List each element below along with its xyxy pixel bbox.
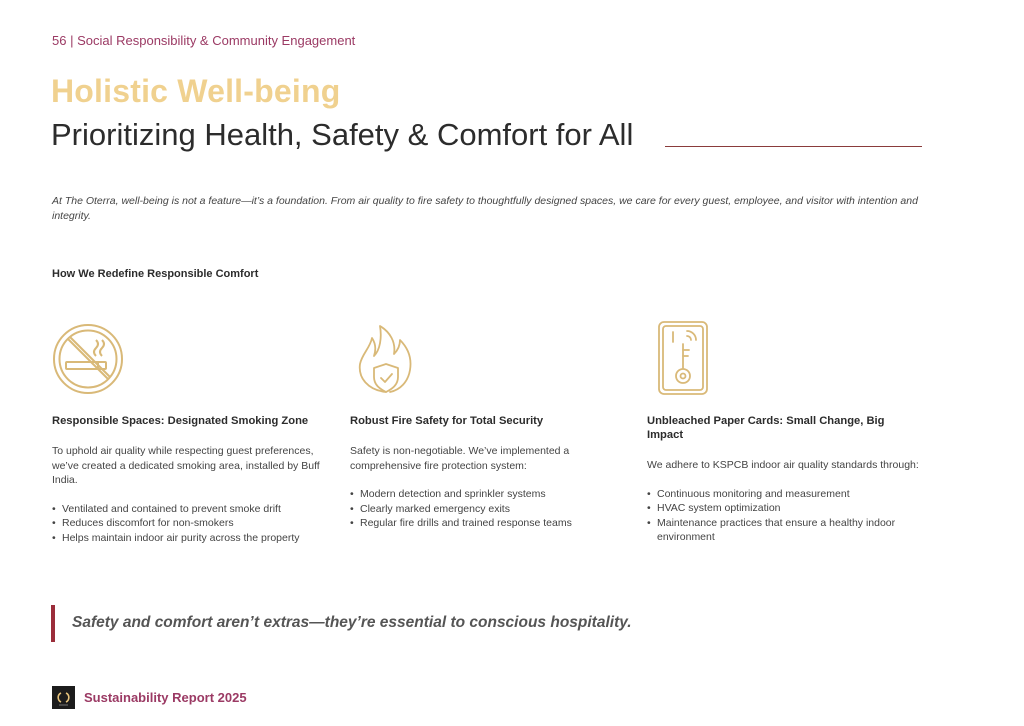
- list-item: • Maintenance practices that ensure a healthy indoor environment: [647, 516, 922, 545]
- page-header: [52, 33, 355, 48]
- bullet-list: [647, 487, 922, 545]
- list-item: • HVAC system optimization: [647, 501, 922, 516]
- oterra-logo-icon: [52, 686, 75, 709]
- column-body: We adhere to KSPCB indoor air quality standards through:: [647, 459, 919, 471]
- header-separator: |: [70, 33, 78, 48]
- footer-report-label: Sustainability Report 2025: [84, 690, 247, 705]
- footer-logo: [52, 686, 75, 709]
- column-body: Safety is non-negotiable. We’ve implemented a comprehensive fire protection system:: [350, 445, 570, 472]
- page-title-accent: Holistic Well-being: [51, 73, 341, 109]
- title-divider: [665, 146, 922, 147]
- column-paper-cards: [647, 318, 922, 545]
- list-item: • Reduces discomfort for non-smokers: [52, 516, 327, 531]
- no-smoking-icon: [52, 318, 132, 398]
- column-title: Responsible Spaces: Designated Smoking Zone: [52, 415, 309, 427]
- page-number: 56: [52, 33, 67, 48]
- fire-shield-icon: [350, 318, 430, 398]
- column-body: To uphold air quality while respecting guest preferences, we’ve created a dedicated smoking area, installed by Buff India.: [52, 445, 320, 486]
- section-heading: How We Redefine Responsible Comfort: [52, 268, 259, 280]
- list-item: • Clearly marked emergency exits: [350, 502, 625, 517]
- list-item: • Modern detection and sprinkler systems: [350, 487, 625, 502]
- page-title: Prioritizing Health, Safety & Comfort for All: [51, 117, 634, 152]
- bullet-list: [350, 487, 625, 531]
- column-title: Robust Fire Safety for Total Security: [350, 415, 544, 427]
- list-item: • Regular fire drills and trained response teams: [350, 516, 625, 531]
- list-item: • Helps maintain indoor air purity across the property: [52, 531, 327, 546]
- quote-accent-bar: [51, 605, 55, 642]
- column-fire-safety: [350, 318, 625, 531]
- bullet-list: [52, 502, 327, 546]
- column-smoking-zone: [52, 318, 327, 545]
- list-item: • Continuous monitoring and measurement: [647, 487, 922, 502]
- list-item: • Ventilated and contained to prevent smoke drift: [52, 502, 327, 517]
- pull-quote: Safety and comfort aren’t extras—they’re essential to conscious hospitality.: [72, 614, 632, 631]
- key-card-icon: [647, 318, 727, 398]
- section-name: Social Responsibility & Community Engagement: [77, 33, 356, 48]
- column-title: Unbleached Paper Cards: Small Change, Big Impact: [647, 415, 885, 441]
- intro-paragraph: At The Oterra, well-being is not a feature—it’s a foundation. From air quality to fire safety to thoughtfully designed spaces, we care for every guest, employee, and visitor with intention and integrity.: [52, 195, 918, 222]
